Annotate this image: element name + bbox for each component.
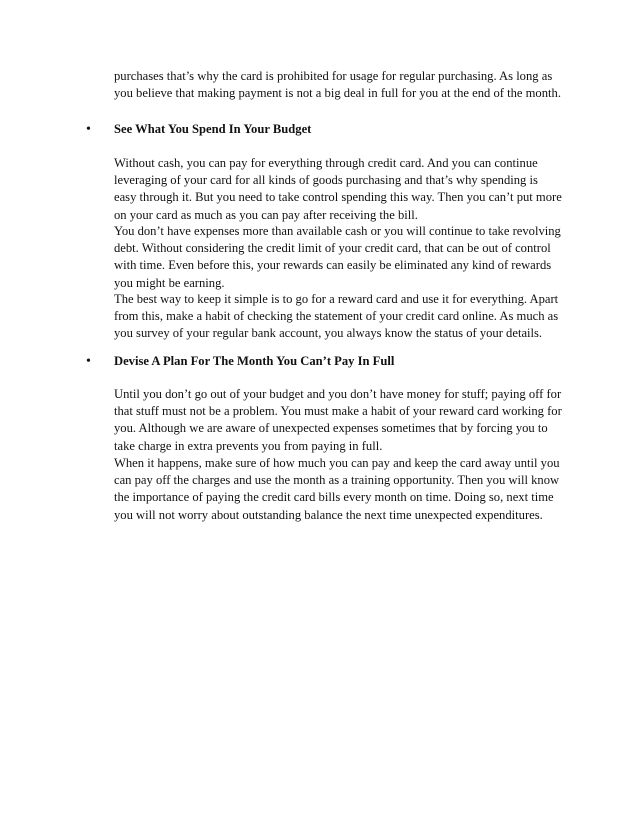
section-heading-plan: Devise A Plan For The Month You Can’t Pay In Full (114, 354, 395, 368)
intro-paragraph: purchases that’s why the card is prohibited for usage for regular purchasing. As long as you believe that making payment is not a big deal in full for you at the end of the month. (114, 69, 561, 101)
section-plan-paragraph-2: When it happens, make sure of how much you can pay and keep the card away until you can pay off the charges and use the month as a training opportunity. Then you will know the importance of paying the credit card bills every month on time. Doing so, next time you will not worry about outstanding balance the next time unexpected expenditures. (114, 456, 560, 522)
bullet-icon: • (86, 122, 91, 137)
section-budget-paragraph-1: Without cash, you can pay for everything through credit card. And you can continue leveraging of your card for all kinds of goods purchasing and that’s why spending is easy through it. But you need to take control spending this way. Then you can’t put more on your card as much as you can pay after receiving the bill. (114, 156, 562, 222)
section-budget-paragraph-2: You don’t have expenses more than available cash or you will continue to take revolving debt. Without considering the credit limit of your credit card, that can be out of control with time. Even before this, your rewards can easily be eliminated any kind of rewards you might be earning. (114, 224, 561, 290)
bullet-icon: • (86, 354, 91, 369)
section-heading-budget: See What You Spend In Your Budget (114, 122, 312, 136)
section-plan-paragraph-1: Until you don’t go out of your budget and you don’t have money for stuff; paying off for that stuff must not be a problem. You must make a habit of your reward card working for you. Although we are aware of unexpected expenses sometimes that by forcing you to take charge in extra prevents you from paying in full. (114, 387, 562, 453)
section-budget-paragraph-3: The best way to keep it simple is to go for a reward card and use it for everything. Apart from this, make a habit of checking the statement of your credit card online. As much as you survey of your regular bank account, you always know the status of your details. (114, 292, 559, 341)
